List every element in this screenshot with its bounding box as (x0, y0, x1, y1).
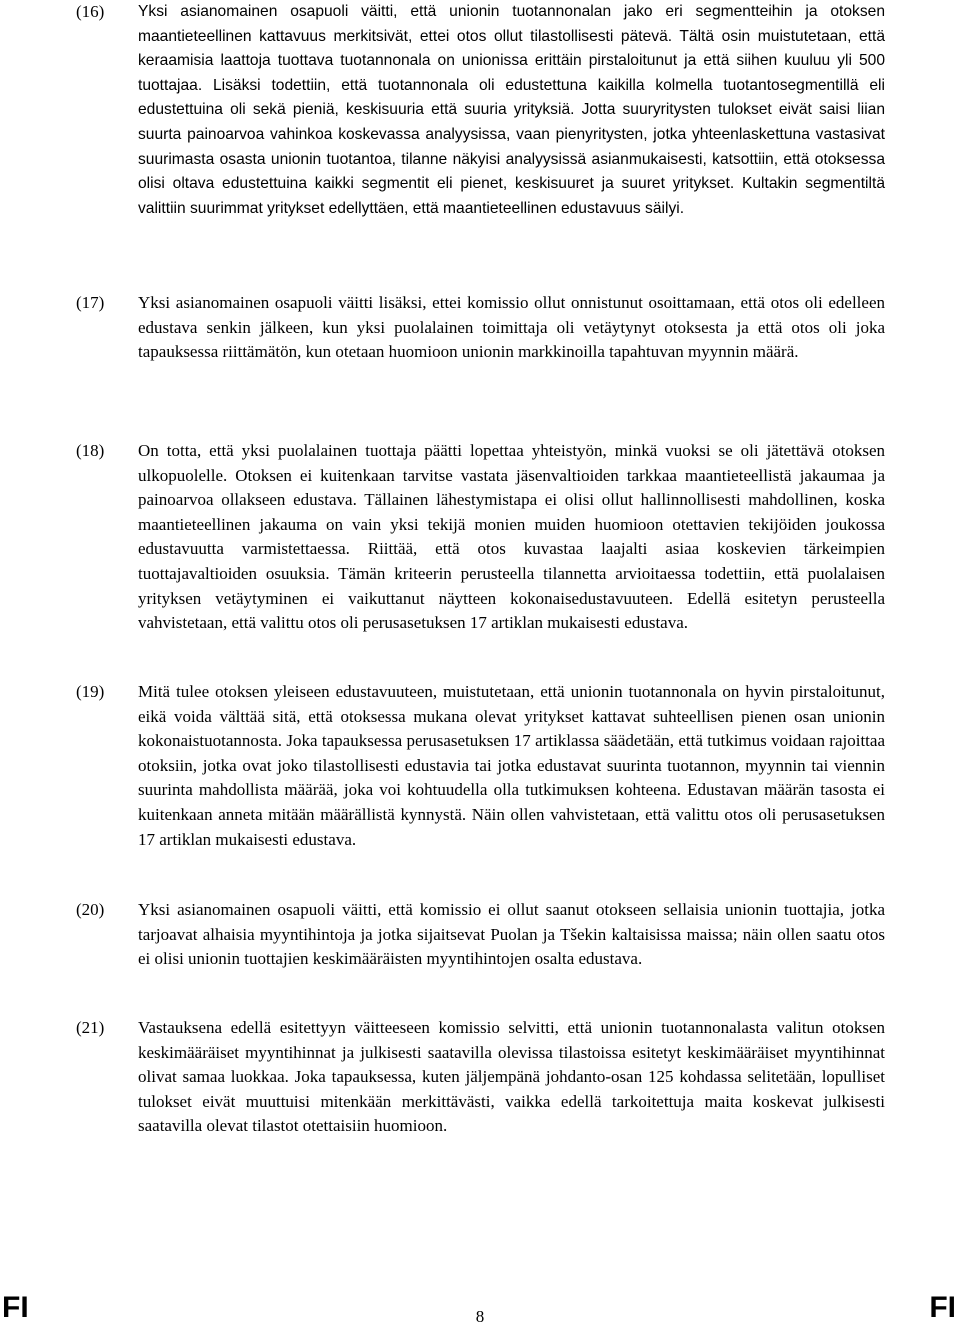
paragraph-number: (20) (76, 900, 105, 919)
paragraph-number: (21) (76, 1018, 105, 1037)
paragraph-number: (18) (76, 441, 105, 460)
paragraph-text: Yksi asianomainen osapuoli väitti, että unionin tuotannonalan jako eri segmentteihin ja otoksen maantieteellinen kattavuus merkitsivät, ettei otos ollut tilastollisesti pätevä. Tältä osin muistutetaan, että keraamisia laattoja tuottava tuotannonala on unionissa erittäin pirstaloitunut ja että siihen kuuluu yli 500 tuottajaa. Lisäksi todettiin, että tuotannonala oli edustettuna kaikilla kolmella tuotantosegmentillä eli edustettuina oli sekä pieniä, keskisuuria että suuria yrityksiä. Jotta suuryritysten tulokset eivät saisi liian suurta painoarvoa vahinkoa koskevassa analyysissa, vaan pienyritysten, jotka yhteenlaskettuna vastasivat suurimasta osasta unionin tuotantoa, tilanne näkyisi analyysissä asianmukaisesti, katsottiin, että otoksessa olisi oltava edustettuina kaikki segmentit eli pienet, keskisuuret ja suuret yritykset. Kultakin segmentiltä valittiin suurimmat yritykset edellyttäen, että maantieteellinen edustavuus säilyi. (138, 3, 885, 217)
paragraph-number: (17) (76, 293, 105, 312)
paragraph-text: Vastauksena edellä esitettyyn väitteeseen komissio selvitti, että unionin tuotannonalasta valitun otoksen keskimääräiset myyntihinnat ja julkisesti saatavilla olevissa tilastoissa esitetyt keskimääräiset myyntihinnat olivat samaa luokkaa. Joka tapauksessa, kuten jäljempänä johdanto-osan 125 kohdassa selitetään, lopulliset tulokset eivät muuttuisi mitenkään merkittävästi, vaikka edellä tarkoitettuja maita koskevat julkisesti saatavilla olevat tilastot otettaisiin huomioon. (138, 1018, 885, 1136)
paragraph-text: On totta, että yksi puolalainen tuottaja päätti lopettaa yhteistyön, minkä vuoksi se oli jätettävä otoksen ulkopuolelle. Otoksen ei kuitenkaan tarvitse vastata jäsenvaltioiden tarkkaa maantieteellistä jakaumaa ja painoarvoa ollakseen edustava. Tällainen lähestymistapa ei olisi ollut hallinnollisesti mahdollinen, koska maantieteellinen jakauma on vain yksi tekijä monien muiden huomioon otettavien tekijöiden joukossa edustavuutta varmistettaessa. Riittää, että otos kuvastaa laajalti asiaa koskevien tärkeimpien tuottajavaltioiden osuuksia. Tämän kriteerin perusteella tilannetta arvioitaessa todettiin, että puolalaisen yrityksen vetäytyminen ei vaikuttanut näytteen kokonaisedustavuuteen. Edellä esitetyn perusteella vahvistetaan, että valittu otos oli perusasetuksen 17 artiklan mukaisesti edustava. (138, 441, 885, 633)
paragraph-text: Mitä tulee otoksen yleiseen edustavuuteen, muistutetaan, että unionin tuotannonala on hyvin pirstaloitunut, eikä voida välttää sitä, että otoksessa mukana olevat yritykset kattavat suhteellisen pienen osan unionin kokonaistuotannosta. Joka tapauksessa perusasetuksen 17 artiklassa säädetään, että tutkimus voidaan rajoittaa otoksiin, jotka ovat joko tilastollisesti edustavia tai jotka edustavat suurinta tuotannon, myynnin tai viennin suurinta mahdollista määrää, joka voi kohtuudella olla tutkimuksen kohteena. Edustavan määrän tasosta ei kuitenkaan anneta mitään määrällistä kynnystä. Näin ollen vahvistetaan, että valittu otos oli perusasetuksen 17 artiklan mukaisesti edustava. (138, 682, 885, 849)
footer-language-code-left: FI (2, 1291, 29, 1324)
page-number: 8 (475, 1307, 485, 1326)
paragraph-text: Yksi asianomainen osapuoli väitti lisäksi, ettei komissio ollut onnistunut osoittamaan, että otos oli edelleen edustava senkin jälkeen, kun yksi puolalainen toimittaja oli vetäytynyt otoksesta ja että otos oli joka tapauksessa riittämätön, kun otetaan huomioon unionin markkinoilla tapahtuvan myynnin määrä. (138, 293, 885, 362)
footer-language-code-right: FI (929, 1291, 956, 1324)
paragraph-text: Yksi asianomainen osapuoli väitti, että komissio ei ollut saanut otokseen sellaisia unionin tuottajia, jotka tarjoavat alhaisia myyntihintoja ja jotka sijaitsevat Puolan ja Tšekin kaltaisissa maissa; näin ollen saatu otos ei olisi unionin tuottajien keskimääräisten myyntihintojen osalta edustava. (138, 900, 885, 969)
paragraph-number: (16) (76, 2, 105, 21)
paragraph-number: (19) (76, 682, 105, 701)
